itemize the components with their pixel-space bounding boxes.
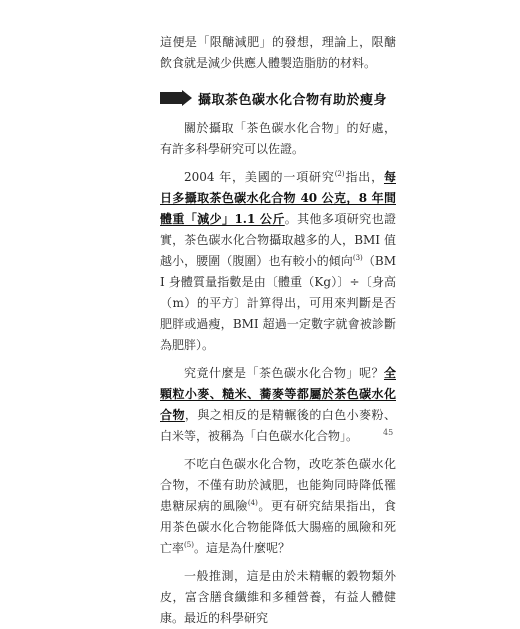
p3-text-b: ，與之相反的是精輾後的白色小麥粉、白米等，被稱為「白色碳水化合物」。 bbox=[160, 408, 396, 443]
p2-text-a: 2004 年，美國的一項研究 bbox=[184, 170, 335, 184]
paragraph-1: 關於攝取「茶色碳水化合物」的好處，有許多科學研究可以佐證。 bbox=[160, 121, 396, 156]
paragraph-5: 一般推測，這是由於未精輾的穀物類外皮，富含膳食纖維和多種營養，有益人體健康。最近的科學研究 bbox=[160, 569, 396, 625]
p3-text-a: 究竟什麼是「茶色碳水化合物」呢？ bbox=[184, 366, 384, 380]
p4-text-c: 。這是為什麼呢？ bbox=[193, 541, 290, 555]
p4-text-b: 。更有研究結果指出，食用茶色碳水化合物能降低大腸癌的風險和死亡率 bbox=[160, 499, 396, 555]
p2-emphasis: 每日多攝取茶色碳水化合物 40 公克，8 年間體重「減少」1.1 公斤 bbox=[160, 170, 396, 226]
paragraph-intro bbox=[160, 32, 396, 74]
footnote-ref-3: (3) bbox=[352, 254, 363, 262]
section-heading bbox=[160, 88, 396, 108]
p4-text-a: 不吃白色碳水化合物，改吃茶色碳水化合物，不僅有助於減肥，也能夠同時降低罹患糖尿病的風險 bbox=[160, 457, 396, 513]
page-number: 45 bbox=[383, 428, 394, 437]
paragraph-4 bbox=[160, 454, 396, 559]
footnote-ref-4: (4) bbox=[247, 499, 258, 507]
paragraph-2 bbox=[160, 167, 396, 356]
heading-text: 攝取茶色碳水化合物有助於瘦身 bbox=[198, 92, 388, 108]
footnote-ref-2: (2) bbox=[334, 170, 345, 178]
paragraph-3 bbox=[160, 363, 396, 447]
p2-text-b: 指出， bbox=[344, 170, 384, 184]
p3-emphasis: 全顆粒小麥、糙米、蕎麥等都屬於茶色碳水化合物 bbox=[160, 366, 396, 422]
p2-text-d: （BMI 身體質量指數是由〔體重（Kg）〕÷〔身高（m）的平方〕計算得出，可用來判斷是否肥胖或過瘦，BMI 超過一定數字就會被診斷為肥胖）。 bbox=[160, 254, 396, 352]
footnote-ref-5: (5) bbox=[184, 541, 194, 549]
intro-text: 這便是「限醣減肥」的發想，理論上，限醣飲食就是減少供應人體製造脂肪的材料。 bbox=[160, 35, 396, 70]
heading-bar-icon bbox=[160, 92, 182, 104]
p2-text-c: 。其他多項研究也證實，茶色碳水化合物攝取越多的人，BMI 值越小，腰圍（腹圍）也有較小的傾向 bbox=[160, 212, 396, 268]
heading-arrow-icon bbox=[182, 90, 192, 106]
text-column bbox=[160, 32, 396, 629]
